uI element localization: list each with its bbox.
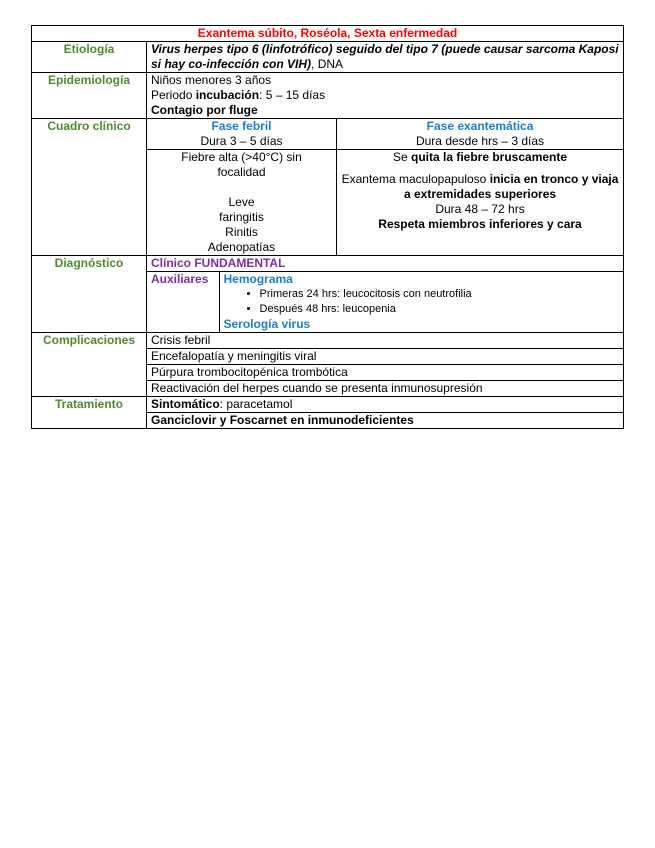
- epi-l2c: : 5 – 15 días: [259, 88, 326, 102]
- label-complicaciones: Complicaciones: [32, 333, 147, 397]
- febril-l5: Adenopatías: [207, 240, 276, 254]
- trat-l1a: Sintomático: [151, 397, 220, 411]
- aux-label: Auxiliares: [147, 272, 219, 332]
- complicacion-item: Crisis febril: [147, 333, 624, 349]
- epidemiologia-text: [147, 73, 624, 119]
- epi-line3: Contagio por fluge: [151, 103, 258, 117]
- label-diagnostico: Diagnóstico: [32, 256, 147, 333]
- bullet-item: • Después 48 hrs: leucopenia: [260, 302, 620, 317]
- febril-l1: Fiebre alta (>40°C) sin focalidad: [181, 150, 302, 179]
- etiologia-dna: , DNA: [311, 57, 344, 71]
- epi-line1: Niños menores 3 años: [151, 73, 272, 87]
- exant-l2a: Exantema maculopapuloso: [341, 172, 490, 186]
- trat-l2: Ganciclovir y Foscarnet en inmunodeficientes: [147, 413, 624, 429]
- etiologia-virus: Virus herpes tipo 6 (linfotrófico) seguido del tipo 7 (puede causar sarcoma Kaposi si hay co-infección con VIH): [151, 42, 619, 71]
- trat-l1: [147, 397, 624, 413]
- complicacion-item: Reactivación del herpes cuando se presenta inmunosupresión: [147, 381, 624, 397]
- epi-line2: [151, 88, 619, 103]
- aux-content: [219, 272, 623, 332]
- febril-body: [147, 150, 337, 256]
- exant-duration: Dura desde hrs – 3 días: [415, 134, 545, 148]
- hemograma-list: [224, 287, 620, 317]
- febril-duration: Dura 3 – 5 días: [200, 134, 283, 148]
- febril-header: [147, 119, 337, 150]
- diag-clinico: Clínico FUNDAMENTAL: [147, 256, 624, 272]
- febril-l4: Rinitis: [225, 225, 258, 239]
- febril-l3: faringitis: [219, 210, 264, 224]
- exant-l1b: quita la fiebre bruscamente: [410, 150, 568, 164]
- roseola-table: [31, 25, 624, 429]
- label-etiologia: Etiología: [32, 42, 147, 73]
- exant-title: Fase exantemática: [426, 119, 534, 133]
- febril-l2: Leve: [228, 195, 255, 209]
- hemograma: Hemograma: [223, 272, 293, 286]
- bullet-item: • Primeras 24 hrs: leucocitosis con neutrofilia: [260, 287, 620, 302]
- table-title: Exantema súbito, Roséola, Sexta enfermedad: [32, 26, 624, 42]
- exantematica-header: [337, 119, 624, 150]
- complicacion-item: Púrpura trombocitopénica trombótica: [147, 365, 624, 381]
- aux-table: [147, 272, 623, 332]
- epi-l2b: incubación: [195, 88, 260, 102]
- exant-l4: Respeta miembros inferiores y cara: [378, 217, 582, 231]
- etiologia-text: [147, 42, 624, 73]
- exant-l2b: inicia en tronco y viaja a extremidades superiores: [403, 172, 619, 201]
- exant-l2: [341, 172, 619, 202]
- epi-l2a: Periodo: [151, 88, 196, 102]
- exant-l1a: Se: [392, 150, 411, 164]
- exant-l1: [341, 150, 619, 165]
- febril-title: Fase febril: [211, 119, 272, 133]
- label-epidemiologia: Epidemiología: [32, 73, 147, 119]
- label-cuadro: Cuadro clínico: [32, 119, 147, 256]
- exant-l3: Dura 48 – 72 hrs: [435, 202, 525, 216]
- exant-body: [337, 150, 624, 256]
- trat-l1b: : paracetamol: [219, 397, 293, 411]
- serologia: Serología virus: [223, 317, 311, 331]
- label-tratamiento: Tratamiento: [32, 397, 147, 429]
- diag-auxiliares-cell: [147, 272, 624, 333]
- complicacion-item: Encefalopatía y meningitis viral: [147, 349, 624, 365]
